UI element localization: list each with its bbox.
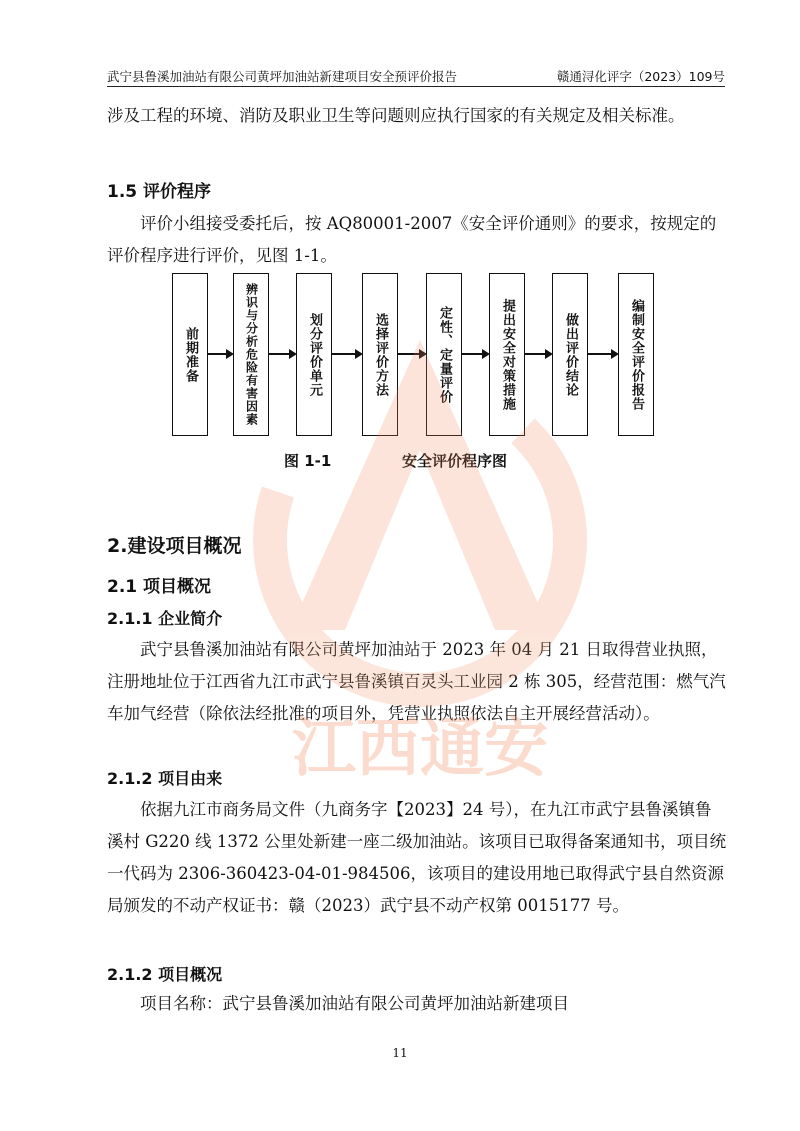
flow-arrow-3 — [332, 353, 361, 355]
section-2-1-heading: 2.1 项目概况 — [107, 577, 212, 597]
watermark-text: 江西通安 — [292, 712, 548, 786]
page-number: 11 — [392, 1046, 408, 1060]
flow-arrow-1 — [208, 353, 232, 355]
flow-step-1-label: 前期准备 — [183, 326, 198, 383]
flow-step-7-label: 做出评价结论 — [563, 312, 578, 397]
flow-step-2-label: 辨识与分析危险有害因素 — [244, 283, 259, 426]
flow-arrow-6 — [525, 353, 551, 355]
section-1-5-heading: 1.5 评价程序 — [107, 182, 212, 202]
flow-step-1 — [172, 273, 208, 436]
flow-step-6 — [489, 273, 525, 436]
flow-arrow-7 — [588, 353, 617, 355]
section-2-heading: 2.建设项目概况 — [107, 535, 242, 557]
intro-paragraph: 涉及工程的环境、消防及职业卫生等问题则应执行国家的有关规定及相关标准。 — [107, 106, 685, 125]
figure-caption-number: 图 1-1 — [284, 452, 332, 470]
page-header — [107, 66, 725, 87]
flow-step-4 — [362, 273, 398, 436]
section-2-1-1-paragraph: 武宁县鲁溪加油站有限公司黄坪加油站于 2023 年 04 月 21 日取得营业执照，注册地址位于江西省九江市武宁县鲁溪镇百灵头工业园 2 栋 305，经营范围：燃气汽车加气经营（除依法经批准的项目外，凭营业执照依法自主开展经营活动）。 — [107, 640, 726, 723]
section-2-1-2-overview-paragraph: 项目名称：武宁县鲁溪加油站有限公司黄坪加油站新建项目 — [140, 994, 569, 1013]
header-document-number: 赣通浔化评字（2023）109号 — [556, 69, 725, 84]
flow-step-3 — [296, 273, 332, 436]
flow-arrow-2 — [269, 353, 295, 355]
flow-step-5-label: 定性、定量评价 — [437, 305, 452, 404]
flow-arrow-4 — [398, 353, 425, 355]
section-2-1-2-origin-paragraph: 依据九江市商务局文件（九商务字【2023】24 号），在九江市武宁县鲁溪镇鲁溪村 G220 线 1372 公里处新建一座二级加油站。该项目已取得备案通知书，项目统一代码为 2306-360423-04-01-984506，该项目的建设用地已取得武宁县自然资源局颁发的不动产权证书：赣（2023）武宁县不动产权第 0015177 号。 — [107, 800, 727, 915]
flow-step-6-label: 提出安全对策措施 — [500, 298, 515, 411]
flow-arrow-5 — [462, 353, 488, 355]
flow-step-3-label: 划分评价单元 — [307, 312, 322, 397]
flow-step-8-label: 编制安全评价报告 — [629, 298, 644, 411]
flow-step-4-label: 选择评价方法 — [373, 312, 388, 397]
header-report-title: 武宁县鲁溪加油站有限公司黄坪加油站新建项目安全预评价报告 — [107, 69, 458, 84]
figure-caption-title: 安全评价程序图 — [402, 452, 508, 470]
section-2-1-2-overview-heading: 2.1.2 项目概况 — [107, 965, 223, 984]
flow-step-2 — [233, 273, 269, 436]
section-2-1-2-origin-heading: 2.1.2 项目由来 — [107, 769, 223, 788]
section-1-5-paragraph: 评价小组接受委托后，按 AQ80001-2007《安全评价通则》的要求，按规定的评价程序进行评价，见图 1-1。 — [107, 214, 717, 265]
section-2-1-1-heading: 2.1.1 企业简介 — [107, 609, 223, 628]
flow-step-5 — [426, 273, 462, 436]
flow-step-7 — [552, 273, 588, 436]
flow-step-8 — [618, 273, 654, 436]
